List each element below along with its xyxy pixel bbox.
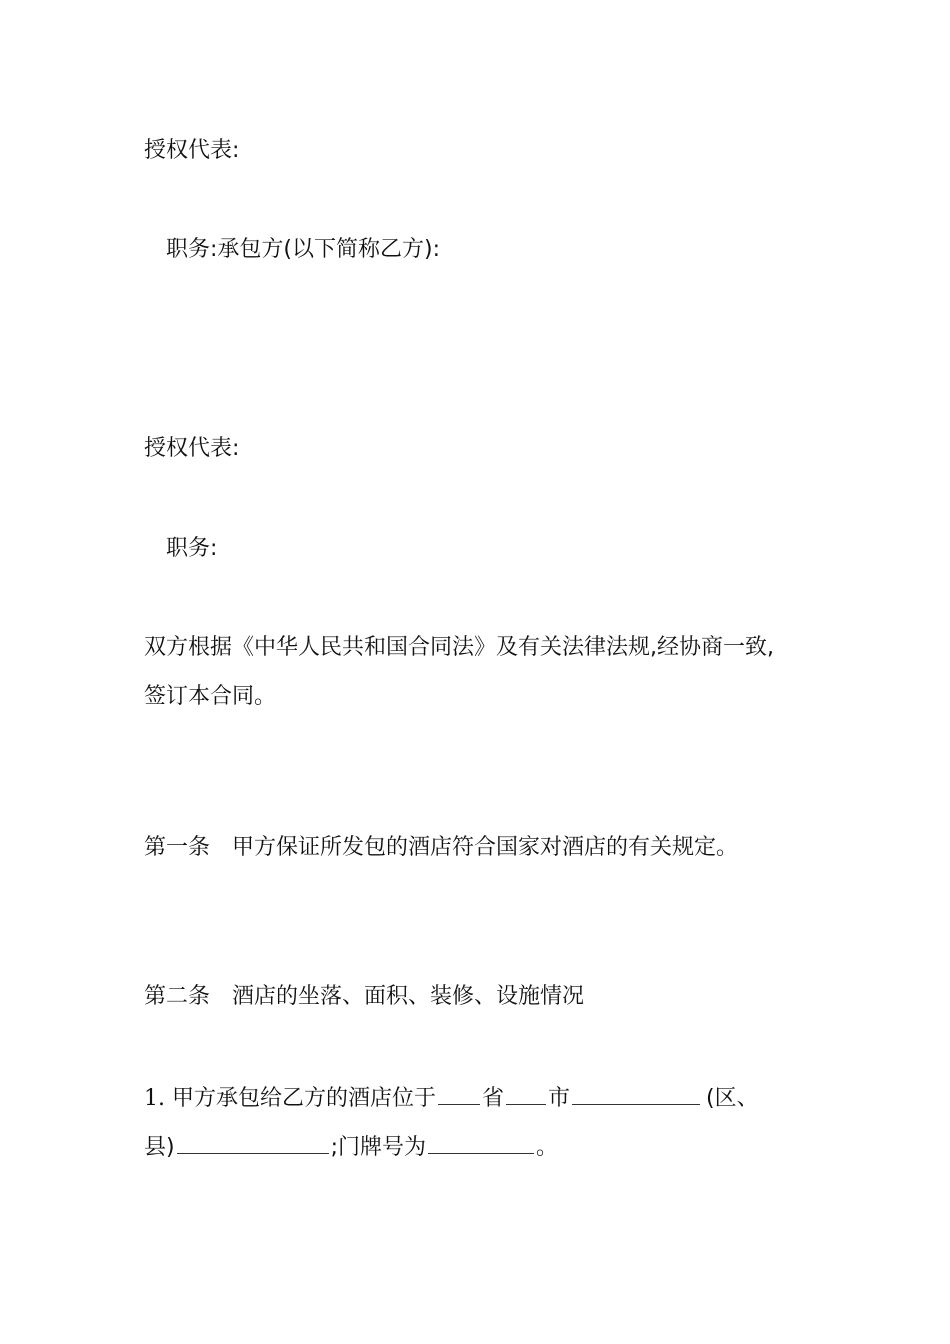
- county-label: 县): [144, 1135, 175, 1160]
- city-label: 市: [548, 1086, 571, 1111]
- intro-paragraph-line-1: 双方根据《中华人民共和国合同法》及有关法律法规,经协商一致,: [144, 635, 774, 660]
- article-1: 第一条 甲方保证所发包的酒店符合国家对酒店的有关规定。: [144, 835, 739, 860]
- authorized-rep-label-2: 授权代表:: [144, 436, 240, 461]
- clause-end: 。: [536, 1135, 559, 1160]
- authorized-rep-label-1: 授权代表:: [144, 138, 240, 163]
- clause-1-line-1: [144, 1082, 759, 1114]
- county-blank[interactable]: [177, 1131, 329, 1154]
- district-blank[interactable]: [572, 1082, 700, 1105]
- house-number-blank[interactable]: [428, 1131, 534, 1154]
- province-blank[interactable]: [438, 1082, 480, 1105]
- district-label: (区、: [706, 1086, 759, 1111]
- intro-paragraph-line-2: 签订本合同。: [144, 684, 277, 709]
- city-blank[interactable]: [506, 1082, 546, 1105]
- clause-number: 1.: [144, 1086, 165, 1111]
- position-contractor-line: 职务:承包方(以下简称乙方):: [166, 237, 440, 262]
- clause-1-line-2: [144, 1131, 558, 1163]
- province-label: 省: [482, 1086, 505, 1111]
- position-label-2: 职务:: [166, 536, 218, 561]
- clause-1-lead-text: 甲方承包给乙方的酒店位于: [172, 1086, 437, 1111]
- house-number-label: ;门牌号为: [330, 1135, 427, 1160]
- article-2-heading: 第二条 酒店的坐落、面积、装修、设施情况: [144, 984, 585, 1009]
